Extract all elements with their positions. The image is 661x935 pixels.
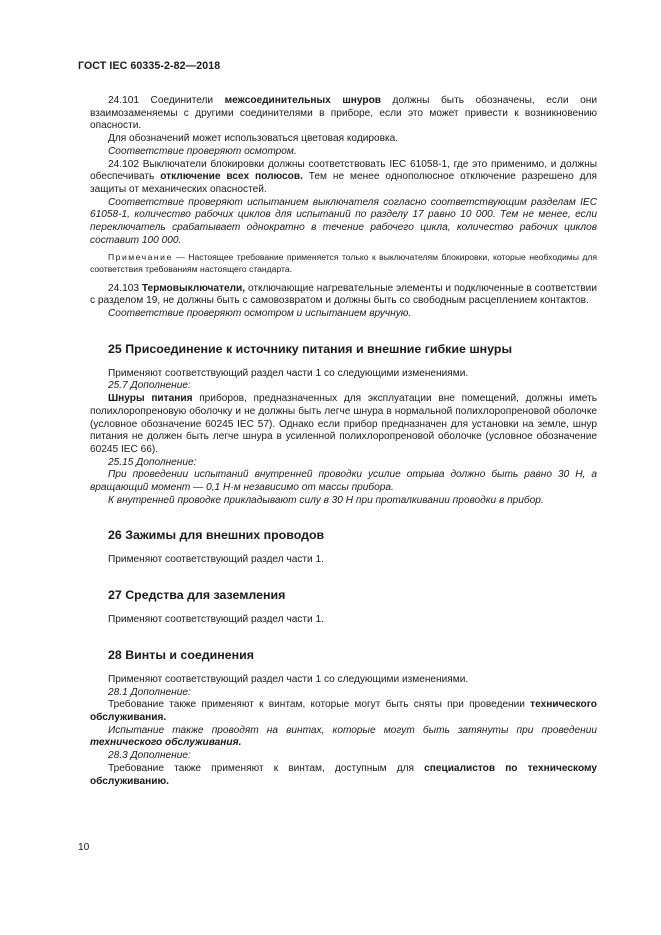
clause-text: 24.101 Соединители (108, 95, 225, 106)
note-label: Примечание (108, 252, 173, 263)
clause-24-101 (90, 95, 597, 133)
section-heading-28: 28 Винты и соединения (108, 647, 254, 662)
clause-text: 24.103 (108, 282, 142, 294)
compliance-text: К внутренней проводке прикладывают силу в 30 Н при проталкивании проводки в прибор. (108, 494, 544, 506)
paragraph: Применяют соответствующий раздел части 1 со следующими изменениями. (108, 673, 469, 685)
compliance-text (90, 725, 597, 750)
subclause-label: 28.1 Дополнение: (108, 686, 191, 698)
clause-text: Требование также применяют к винтам, которые могут быть сняты при проведении (108, 699, 531, 711)
term-bold: технического обслуживания. (90, 737, 242, 749)
clause-text: Тем не менее однополюсное отключение разрешено для защиты от механических опасностей. (90, 171, 597, 195)
section-heading-26: 26 Зажимы для внешних проводов (108, 528, 325, 543)
section-heading-27: 27 Средства для заземления (108, 588, 286, 603)
subclause-label: 28.3 Дополнение: (108, 750, 191, 762)
page-content (90, 95, 597, 788)
paragraph: Применяют соответствующий раздел части 1. (108, 614, 324, 626)
compliance-text: Соответствие проверяют осмотром и испытанием вручную. (108, 308, 412, 320)
note (90, 252, 597, 275)
term-bold: отключение всех полюсов. (160, 171, 303, 183)
clause-text: приборов, предназначенных для эксплуатации вне помещений, должны иметь полихлоропреновую оболочку и не должны быть легче шнура в нормальной полихлоропреновой оболочке (условное обозначение 60245 IEC 57). Однако если прибор предназначен для установки на земле, шнур питания не должен быть легче шнура в усиленной полихлоропреновой оболочке (условное обозначение 60245 IEC 66). (90, 393, 597, 455)
clause-text: Испытание также проводят на винтах, которые могут быть затянуты при проведении (108, 724, 597, 736)
term-bold: межсоединительных шнуров (224, 95, 381, 106)
term-bold: Термовыключатели, (141, 282, 246, 294)
compliance-text: Соответствие проверяют осмотром. (108, 145, 297, 157)
subclause-label: 25.15 Дополнение: (108, 456, 197, 468)
compliance-text: Соответствие проверяют испытанием выключателя согласно соответствующим разделам IEC 61058-1, количество рабочих циклов для испытаний по разделу 17 равно 10 000. Тем не менее, если переключатель срабатывает однократно в течение рабочего цикла, количество рабочих циклов составит 100 000. (90, 196, 597, 246)
term-bold: Шнуры питания (108, 393, 193, 405)
term-bold: специалистов по техническому обслуживанию. (90, 762, 597, 787)
subclause-label: 25.7 Дополнение: (108, 380, 191, 392)
note-text: — Настоящее требование применяется только к выключателям блокировки, которые необходимы для соответствия требованиям настоящего стандарта. (90, 252, 597, 275)
paragraph (90, 699, 597, 724)
paragraph: Применяют соответствующий раздел части 1. (108, 554, 324, 566)
clause-24-103 (90, 283, 597, 308)
document-header: ГОСТ IEC 60335-2-82—2018 (78, 60, 221, 72)
paragraph: Применяют соответствующий раздел части 1 со следующими изменениями. (108, 367, 469, 379)
paragraph (90, 393, 597, 457)
clause-24-102 (90, 159, 597, 197)
compliance-text: При проведении испытаний внутренней проводки усилие отрыва должно быть равно 30 Н, а вращающий момент — 0,1 Н·м независимо от массы прибора. (90, 469, 597, 494)
page-number: 10 (78, 842, 90, 853)
clause-text: 24.102 Выключатели блокировки должны соответствовать IEC 61058-1, где это применимо, и должны обеспечивать (90, 158, 597, 183)
section-heading-25: 25 Присоединение к источнику питания и внешние гибкие шнуры (108, 341, 513, 356)
clause-text: должны быть обозначены, если они взаимозаменяемы с другими соединителями в приборе, если это может привести к возникновению опасности. (90, 95, 597, 132)
term-bold: технического обслуживания. (90, 699, 597, 723)
paragraph: Для обозначений может использоваться цветовая кодировка. (108, 133, 399, 145)
paragraph (90, 763, 597, 788)
clause-text: отключающие нагревательные элементы и подключенные в соответствии с разделом 19, не должны быть с самовозвратом и должны быть со свободным расцеплением контактов. (90, 282, 597, 307)
clause-text: Требование также применяют к винтам, доступным для (108, 762, 425, 774)
